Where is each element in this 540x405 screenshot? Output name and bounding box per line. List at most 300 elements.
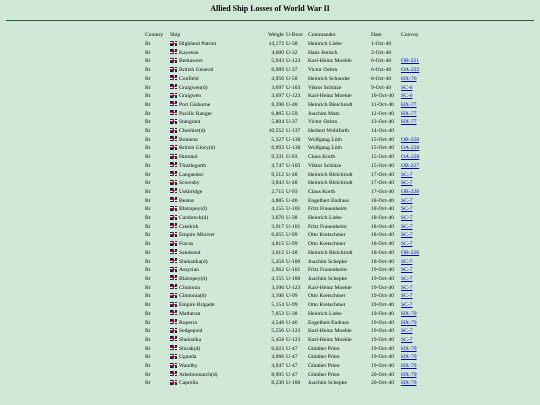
uboat-cell: U-101 (286, 223, 301, 230)
convoy-link[interactable]: HX-77 (401, 110, 417, 117)
convoy-link[interactable]: HX-79 (401, 363, 417, 370)
header-ship: Ship (170, 32, 181, 38)
convoy-link[interactable]: SC-7 (401, 267, 413, 274)
weight-cell: 7,653 (271, 310, 284, 317)
convoy-link[interactable]: SC-7 (401, 302, 413, 309)
convoy-link[interactable]: HX-79 (401, 319, 417, 326)
country-cell: Br (145, 128, 151, 135)
ship-cell (170, 84, 260, 93)
date-cell: 2-Oct-40 (371, 49, 392, 56)
convoy-link[interactable]: HX-77 (401, 119, 417, 126)
title-divider (6, 20, 534, 21)
convoy-link[interactable]: SC-7 (401, 223, 413, 230)
ship-cell (170, 292, 260, 301)
uk-flag-icon (170, 284, 177, 289)
uk-flag-icon (170, 49, 177, 54)
convoy-link[interactable]: OB-227 (401, 162, 420, 169)
weight-cell: 8,230 (271, 380, 284, 387)
date-cell: 17-Oct-40 (371, 180, 394, 187)
commander-cell: Victor Oehrn (308, 119, 338, 126)
convoy-cell (401, 92, 431, 101)
weight-cell: 5,556 (271, 328, 284, 335)
uk-flag-icon (170, 84, 177, 89)
table-row (145, 379, 431, 388)
uboat-cell: U-123 (286, 284, 301, 291)
weight-cell: 6,865 (271, 110, 284, 117)
country-cell: Br (145, 363, 151, 370)
uboat-cell: U-93 (286, 188, 298, 195)
commander-cell: Fritz Frauenheim (308, 206, 347, 213)
convoy-cell (401, 275, 431, 284)
convoy-cell (401, 240, 431, 249)
uk-flag-icon (170, 93, 177, 98)
table-row (145, 197, 431, 206)
convoy-cell (401, 258, 431, 267)
uboat-cell: U-103 (286, 84, 301, 91)
uboat-cell: U-38 (286, 215, 298, 222)
uk-flag-icon (170, 275, 177, 280)
uboat-cell: U-46 (286, 319, 298, 326)
table-row (145, 57, 431, 66)
ship-cell (170, 353, 260, 362)
table-header-row (145, 30, 431, 40)
uboat-cell: U-123 (286, 328, 301, 335)
date-cell: 19-Oct-40 (371, 336, 394, 343)
weight-cell: 4,947 (271, 363, 284, 370)
commander-cell: Karl-Heinz Moehle (308, 58, 352, 65)
uk-flag-icon (170, 319, 177, 324)
convoy-link[interactable]: HX-79 (401, 310, 417, 317)
convoy-link[interactable]: HX-79 (401, 380, 417, 387)
uk-flag-icon (170, 41, 177, 46)
commander-cell: Engelbert Endrass (308, 197, 349, 204)
date-cell: 19-Oct-40 (371, 267, 394, 274)
country-cell: Br (145, 258, 151, 265)
uboat-cell: U-37 (286, 67, 298, 74)
convoy-link[interactable]: HX-79 (401, 354, 417, 361)
convoy-cell (401, 49, 431, 58)
header-date: Date (371, 32, 382, 38)
ship-name: Wandby (179, 363, 198, 370)
convoy-link[interactable]: OA-228 (401, 145, 420, 152)
weight-cell: 4,747 (271, 162, 284, 169)
commander-cell: Günther Prien (308, 363, 340, 370)
country-cell: Br (145, 119, 151, 126)
convoy-cell (401, 353, 431, 362)
table-row (145, 275, 431, 284)
ship-name: Bonheur (179, 136, 199, 143)
uboat-cell: U-99 (286, 241, 298, 248)
date-cell: 19-Oct-40 (371, 275, 394, 282)
country-cell: Br (145, 206, 151, 213)
date-cell: 15-Oct-40 (371, 162, 394, 169)
table-row (145, 214, 431, 223)
country-cell: Br (145, 232, 151, 239)
convoy-cell (401, 179, 431, 188)
uk-flag-icon (170, 75, 177, 80)
convoy-link[interactable]: SC-7 (401, 180, 413, 187)
table-row (145, 345, 431, 354)
commander-cell: Heinrich Bleichrodt (308, 171, 353, 178)
ship-name: British Glory(d) (179, 145, 216, 152)
weight-cell: 8,995 (271, 371, 284, 378)
commander-cell: Heinrich Bleichrodt (308, 249, 353, 256)
table-row (145, 362, 431, 371)
country-cell: Br (145, 101, 151, 108)
weight-cell: 8,390 (271, 101, 284, 108)
ship-cell (170, 110, 260, 119)
weight-cell: 4,548 (271, 319, 284, 326)
convoy-cell (401, 101, 431, 110)
table-row (145, 205, 431, 214)
convoy-cell (401, 75, 431, 84)
convoy-cell (401, 136, 431, 145)
weight-cell: 2,715 (271, 188, 284, 195)
uk-flag-icon (170, 67, 177, 72)
table-row (145, 319, 431, 328)
weight-cell: 2,962 (271, 267, 284, 274)
convoy-link[interactable]: SC-7 (401, 241, 413, 248)
convoy-link[interactable]: OB-228 (401, 188, 420, 195)
uboat-cell: U-123 (286, 93, 301, 100)
date-cell: 18-Oct-40 (371, 215, 394, 222)
ship-name: Fiscus (179, 241, 194, 248)
uboat-cell: U-37 (286, 119, 298, 126)
country-cell: Br (145, 380, 151, 387)
date-cell: 15-Oct-40 (371, 154, 394, 161)
date-cell: 20-Oct-40 (371, 380, 394, 387)
ship-name: British General (179, 67, 214, 74)
convoy-link[interactable]: HX-79 (401, 345, 417, 352)
weight-cell: 5,458 (271, 336, 284, 343)
uk-flag-icon (170, 101, 177, 106)
convoy-cell (401, 214, 431, 223)
weight-cell: 3,697 (271, 93, 284, 100)
table-row (145, 101, 431, 110)
ship-name: Highland Patriot (179, 41, 217, 47)
convoy-link[interactable]: SC-7 (401, 293, 413, 300)
ship-cell (170, 249, 260, 258)
weight-cell: 5,327 (271, 136, 284, 143)
country-cell: Br (145, 75, 151, 82)
commander-cell: Heinrich Bleichrodt (308, 180, 353, 187)
ship-cell (170, 371, 260, 380)
ship-name: Kayeson (179, 49, 199, 56)
commander-cell: Hans Jenisch (308, 49, 338, 56)
convoy-link[interactable]: SC-7 (401, 275, 413, 282)
uboat-cell: U-48 (286, 171, 298, 178)
ship-name: Beatus (179, 197, 195, 204)
convoy-link[interactable]: SC-7 (401, 284, 413, 291)
ship-cell (170, 136, 260, 145)
country-cell: Br (145, 171, 151, 178)
commander-cell: Heinrich Bleichrodt (308, 101, 353, 108)
country-cell: Br (145, 293, 151, 300)
convoy-link[interactable]: SC-7 (401, 258, 413, 265)
ship-name: Matheran (179, 310, 201, 317)
header-weight: Weight (267, 32, 284, 38)
ship-name: Cheshire(d) (179, 128, 206, 135)
convoy-link[interactable]: SC-6 (401, 84, 413, 91)
ship-name: Port Gisborne (179, 101, 211, 108)
date-cell: 17-Oct-40 (371, 188, 394, 195)
country-cell: Br (145, 275, 151, 282)
ship-name: Empire Miniver (179, 232, 215, 239)
convoy-link[interactable]: OA-228 (401, 154, 420, 161)
uk-flag-icon (170, 58, 177, 63)
ship-name: Sandsend (179, 249, 201, 256)
country-cell: Br (145, 249, 151, 256)
ship-name: Confield (179, 75, 199, 82)
ship-cell (170, 319, 260, 328)
uk-flag-icon (170, 302, 177, 307)
weight-cell: 9,512 (271, 171, 284, 178)
commander-cell: Günther Prien (308, 345, 340, 352)
uboat-cell: U-32 (286, 49, 298, 56)
uboat-cell: U-123 (286, 58, 301, 65)
ship-cell (170, 275, 260, 284)
uboat-cell: U-93 (286, 154, 298, 161)
commander-cell: Heinrich Liebe (308, 310, 342, 317)
uboat-cell: U-138 (286, 145, 301, 152)
date-cell: 12-Oct-40 (371, 110, 394, 117)
ship-name: Pacific Ranger (179, 110, 213, 117)
ship-cell (170, 362, 260, 371)
uk-flag-icon (170, 354, 177, 359)
convoy-cell (401, 40, 431, 49)
country-cell: Br (145, 284, 151, 291)
country-cell: Br (145, 136, 151, 143)
table-row (145, 310, 431, 319)
uk-flag-icon (170, 136, 177, 141)
ship-cell (170, 101, 260, 110)
convoy-link[interactable]: SC-7 (401, 232, 413, 239)
weight-cell: 5,458 (271, 258, 284, 265)
country-cell: Br (145, 145, 151, 152)
convoy-cell (401, 144, 431, 153)
ship-cell (170, 40, 260, 49)
ship-cell (170, 327, 260, 336)
table-row (145, 223, 431, 232)
date-cell: 20-Oct-40 (371, 371, 394, 378)
country-cell: Br (145, 180, 151, 187)
ship-cell (170, 162, 260, 171)
date-cell: 14-Oct-40 (371, 128, 394, 135)
date-cell: 15-Oct-40 (371, 145, 394, 152)
convoy-link[interactable]: HX-76 (401, 75, 417, 82)
table-row (145, 84, 431, 93)
convoy-cell (401, 188, 431, 197)
uk-flag-icon (170, 232, 177, 237)
date-cell: 9-Oct-40 (371, 84, 392, 91)
convoy-cell (401, 223, 431, 232)
convoy-link[interactable]: SC-7 (401, 206, 413, 213)
country-cell: Br (145, 49, 151, 56)
convoy-cell (401, 266, 431, 275)
weight-cell: 5,154 (271, 302, 284, 309)
date-cell: 17-Oct-40 (371, 171, 394, 178)
table-row (145, 118, 431, 127)
country-cell: Br (145, 267, 151, 274)
convoy-link[interactable]: OB-221 (401, 58, 420, 65)
ship-name: Creekirk (179, 223, 199, 230)
uk-flag-icon (170, 206, 177, 211)
uboat-cell: U-47 (286, 371, 298, 378)
ship-name: Ruperra (179, 319, 198, 326)
weight-cell: 6,989 (271, 67, 284, 74)
ship-cell (170, 223, 260, 232)
commander-cell: Claus Korth (308, 154, 336, 161)
page-title: Allied Ship Losses of World War II (210, 4, 330, 13)
date-cell: 18-Oct-40 (371, 223, 394, 230)
convoy-cell (401, 118, 431, 127)
uk-flag-icon (170, 145, 177, 150)
commander-cell: Karl-Heinz Moehle (308, 336, 352, 343)
commander-cell: Joachim Matz (308, 110, 340, 117)
convoy-cell (401, 153, 431, 162)
ship-cell (170, 301, 260, 310)
ship-name: Benlawers (179, 58, 203, 65)
convoy-cell (401, 336, 431, 345)
commander-cell: Claus Korth (308, 188, 336, 195)
convoy-cell (401, 171, 431, 180)
date-cell: 8-Oct-40 (371, 75, 392, 82)
uboat-cell: U-100 (286, 258, 301, 265)
ship-name: Carsbreck(d) (179, 215, 209, 222)
date-cell: 15-Oct-40 (371, 136, 394, 143)
ship-name: Athelmonarch(d) (179, 371, 218, 378)
commander-cell: Fritz Frauenheim (308, 267, 347, 274)
date-cell: 19-Oct-40 (371, 345, 394, 352)
convoy-cell (401, 249, 431, 258)
convoy-cell (401, 345, 431, 354)
country-cell: Br (145, 319, 151, 326)
uk-flag-icon (170, 310, 177, 315)
convoy-link[interactable]: SC-7 (401, 197, 413, 204)
weight-cell: 3,106 (271, 293, 284, 300)
date-cell: 11-Oct-40 (371, 101, 394, 108)
table-row (145, 40, 431, 49)
convoy-cell (401, 310, 431, 319)
convoy-link[interactable]: OB-228 (401, 249, 420, 256)
convoy-cell (401, 231, 431, 240)
commander-cell: Günther Prien (308, 371, 340, 378)
uk-flag-icon (170, 223, 177, 228)
ship-name: Scoresby (179, 180, 200, 187)
date-cell: 19-Oct-40 (371, 328, 394, 335)
country-cell: Br (145, 41, 151, 47)
convoy-cell (401, 362, 431, 371)
date-cell: 18-Oct-40 (371, 241, 394, 248)
weight-cell: 9,331 (271, 154, 284, 161)
header-uboat: U-Boot (286, 32, 303, 38)
country-cell: Br (145, 310, 151, 317)
uk-flag-icon (170, 119, 177, 124)
ship-name: Languedoc (179, 171, 204, 178)
convoy-link[interactable]: HX-79 (401, 371, 417, 378)
convoy-link[interactable]: SC-6 (401, 93, 413, 100)
convoy-link[interactable]: SC-7 (401, 171, 413, 178)
uboat-cell: U-138 (286, 136, 301, 143)
uk-flag-icon (170, 293, 177, 298)
commander-cell: Otto Kretschmer (308, 232, 346, 239)
uboat-cell: U-100 (286, 275, 301, 282)
date-cell: 18-Oct-40 (371, 232, 394, 239)
date-cell: 19-Oct-40 (371, 363, 394, 370)
convoy-link[interactable]: SC-7 (401, 215, 413, 222)
table-row (145, 188, 431, 197)
uk-flag-icon (170, 188, 177, 193)
ship-name: Caprella (179, 380, 198, 387)
ship-name: Hurunui (179, 154, 198, 161)
ship-name: Graigwen (179, 93, 202, 100)
convoy-cell (401, 127, 431, 136)
convoy-link[interactable]: SC-7 (401, 336, 413, 343)
ship-cell (170, 379, 260, 388)
uboat-cell: U-47 (286, 354, 298, 361)
country-cell: Br (145, 241, 151, 248)
table-row (145, 127, 431, 136)
country-cell: Br (145, 354, 151, 361)
table-row (145, 284, 431, 293)
ship-name: Graigwen(d) (179, 84, 208, 91)
table-row (145, 136, 431, 145)
ship-cell (170, 179, 260, 188)
weight-cell: 4,956 (271, 75, 284, 82)
uk-flag-icon (170, 267, 177, 272)
uk-flag-icon (170, 215, 177, 220)
uk-flag-icon (170, 180, 177, 185)
convoy-link[interactable]: HX-77 (401, 101, 417, 108)
convoy-link[interactable]: OB-228 (401, 136, 420, 143)
ship-cell (170, 171, 260, 180)
commander-cell: Karl-Heinz Moehle (308, 284, 352, 291)
uboat-cell: U-103 (286, 162, 301, 169)
uk-flag-icon (170, 249, 177, 254)
ship-name: Blairspey(d) (179, 275, 207, 282)
table-row (145, 249, 431, 258)
uboat-cell: U-100 (286, 380, 301, 387)
uboat-cell: U-99 (286, 293, 298, 300)
convoy-cell (401, 292, 431, 301)
uk-flag-icon (170, 258, 177, 263)
uboat-cell: U-38 (286, 41, 298, 47)
uboat-cell: U-48 (286, 101, 298, 108)
country-cell: Br (145, 110, 151, 117)
table-row (145, 75, 431, 84)
convoy-link[interactable]: OA-222 (401, 67, 420, 74)
uk-flag-icon (170, 154, 177, 159)
weight-cell: 3,917 (271, 223, 284, 230)
weight-cell: 3,697 (271, 84, 284, 91)
commander-cell: Otto Kretschmer (308, 293, 346, 300)
table-row (145, 301, 431, 310)
header-convoy: Convoy (401, 32, 419, 38)
ship-cell (170, 188, 260, 197)
table-row (145, 292, 431, 301)
weight-cell: 3,670 (271, 215, 284, 222)
uboat-cell: U-99 (286, 302, 298, 309)
convoy-cell (401, 205, 431, 214)
convoy-cell (401, 162, 431, 171)
table-row (145, 266, 431, 275)
table-row (145, 179, 431, 188)
convoy-link[interactable]: SC-7 (401, 328, 413, 335)
weight-cell: 5,943 (271, 58, 284, 65)
table-row (145, 258, 431, 267)
uk-flag-icon (170, 363, 177, 368)
table-row (145, 171, 431, 180)
